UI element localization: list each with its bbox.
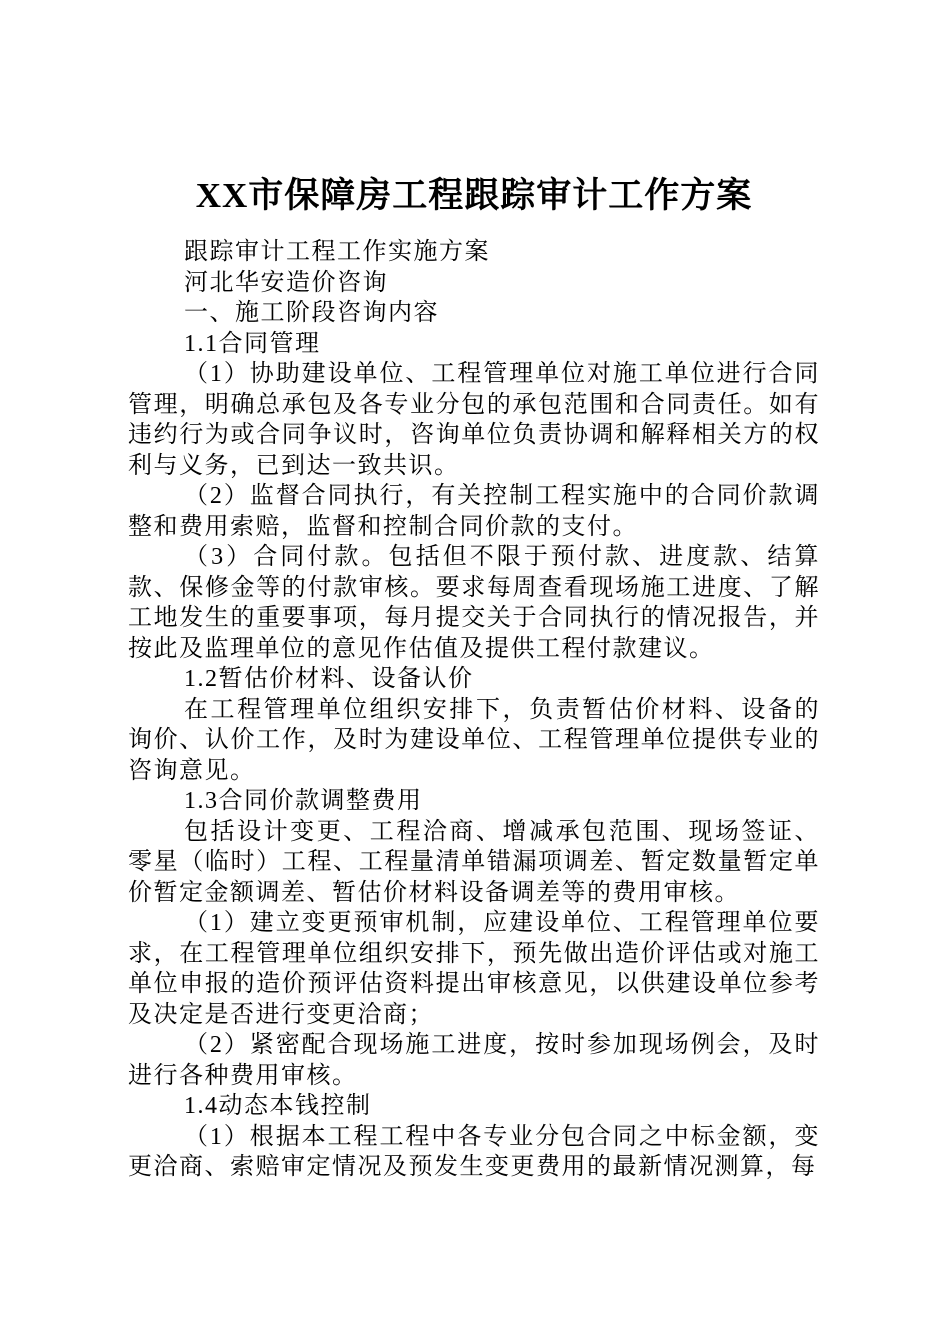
document-paragraph-1-1-item2: （2）监督合同执行，有关控制工程实施中的合同价款调整和费用索赔，监督和控制合同价款的支付。 (128, 483, 820, 540)
document-paragraph-1-3-body: 包括设计变更、工程洽商、增减承包范围、现场签证、零星（临时）工程、工程量清单错漏项调差、暂定数量暂定单价暂定金额调差、暂估价材料设备调差等的费用审核。 (128, 818, 820, 906)
document-paragraph-1-1-item3: （3）合同付款。包括但不限于预付款、进度款、结算款、保修金等的付款审核。要求每周查看现场施工进度、了解工地发生的重要事项，每月提交关于合同执行的情况报告，并按此及监理单位的意见作估值及提供工程付款建议。 (128, 544, 820, 662)
document-content (128, 172, 820, 1183)
document-paragraph-1-3-item1: （1）建立变更预审机制，应建设单位、工程管理单位要求，在工程管理单位组织安排下，预先做出造价评估或对施工单位申报的造价预评估资料提出审核意见，以供建设单位参考及决定是否进行变更洽商； (128, 910, 820, 1028)
document-heading-1-3: 1.3合同价款调整费用 (184, 788, 423, 814)
document-paragraph-1-2-body: 在工程管理单位组织安排下，负责暂估价材料、设备的询价、认价工作，及时为建设单位、工程管理单位提供专业的咨询意见。 (128, 696, 820, 784)
document-paragraph-subtitle: 跟踪审计工程工作实施方案 (184, 239, 490, 265)
document-paragraph-1-1-item1: （1）协助建设单位、工程管理单位对施工单位进行合同管理，明确总承包及各专业分包的承包范围和合同责任。如有违约行为或合同争议时，咨询单位负责协调和解释相关方的权利与义务，已到达一致共识。 (128, 361, 820, 479)
document-paragraph-company: 河北华安造价咨询 (184, 269, 388, 296)
document-heading-1-4: 1.4动态本钱控制 (184, 1093, 372, 1119)
document-heading-section-1: 一、施工阶段咨询内容 (184, 300, 439, 326)
document-heading-1-1: 1.1合同管理 (184, 330, 321, 357)
document-paragraph-1-4-item1: （1）根据本工程工程中各专业分包合同之中标金额，变更洽商、索赔审定情况及预发生变更费用的最新情况测算，每 (128, 1123, 820, 1180)
document-heading-1-2: 1.2暂估价材料、设备认价 (184, 666, 474, 692)
document-paragraph-1-3-item2: （2）紧密配合现场施工进度，按时参加现场例会，及时进行各种费用审核。 (128, 1032, 820, 1089)
document-title: XX市保障房工程跟踪审计工作方案 (195, 176, 753, 215)
